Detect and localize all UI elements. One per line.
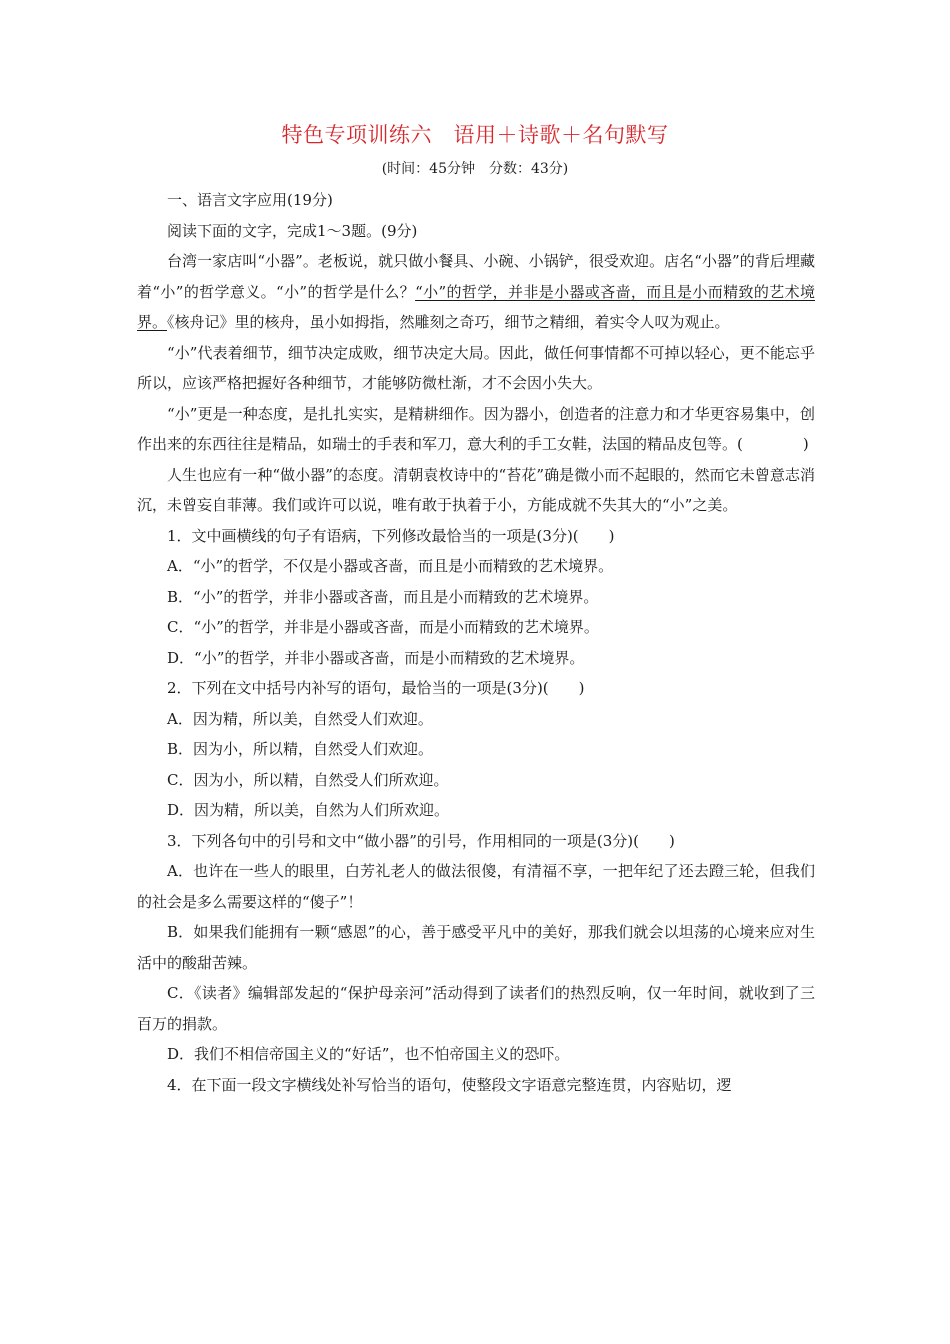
- question-1-option-a: A．“小”的哲学，不仅是小器或吝啬，而且是小而精致的艺术境界。: [167, 557, 614, 575]
- question-1-stem: 1．文中画横线的句子有语病，下列修改最恰当的一项是(3分)( ): [167, 526, 615, 545]
- question-3-stem: 3．下列各句中的引号和文中“做小器”的引号，作用相同的一项是(3分)( ): [167, 831, 675, 850]
- question-1-option-c: C．“小”的哲学，并非是小器或吝啬，而是小而精致的艺术境界。: [167, 618, 599, 636]
- section-heading: 一、语言文字应用(19分): [167, 191, 333, 209]
- time-score-note: (时间：45分钟 分数：43分): [381, 161, 569, 177]
- question-3-option-a: A．也许在一些人的眼里，白芳礼老人的做法很傻，有清福不享，一把年纪了还去蹬三轮，但我们的社会是多么需要这样的“傻子”！: [137, 862, 815, 911]
- question-2-option-c: C．因为小，所以精，自然受人们所欢迎。: [167, 770, 449, 789]
- question-3-option-b: B．如果我们能拥有一颗“感恩”的心，善于感受平凡中的美好，那我们就会以坦荡的心境来应对生活中的酸甜苦辣。: [137, 923, 815, 972]
- question-3-option-c: C．《读者》编辑部发起的“保护母亲河”活动得到了读者们的热烈反响，仅一年时间，就收到了三百万的捐款。: [137, 984, 815, 1033]
- question-2-option-b: B．因为小，所以精，自然受人们欢迎。: [167, 740, 434, 758]
- document-body: [137, 185, 815, 1100]
- question-2-option-d: D．因为精，所以美，自然为人们所欢迎。: [167, 801, 450, 819]
- passage-paragraph-1: [137, 246, 815, 338]
- passage-paragraph-3: “小”更是一种态度，是扎扎实实，是精耕细作。因为器小，创造者的注意力和才华更容易集中，创作出来的东西往往是精品，如瑞士的手表和军刀，意大利的手工女鞋，法国的精品皮包等。( ): [137, 404, 815, 453]
- passage-paragraph-4: 人生也应有一种“做小器”的态度。清朝袁枚诗中的“苔花”确是微小而不起眼的，然而它未曾意志消沉，未曾妄自菲薄。我们或许可以说，唯有敢于执着于小，方能成就不失其大的“小”之美。: [137, 465, 815, 514]
- question-3-option-d: D．我们不相信帝国主义的“好话”，也不怕帝国主义的恐吓。: [167, 1045, 570, 1063]
- passage-text: 台湾一家店叫“小器”。老板说，就只做小餐具、小碗、小锅铲，很受欢迎。店名“小器”的背后埋藏着“小”的哲学意义。“小”的哲学是什么？: [137, 252, 815, 301]
- document-title: 特色专项训练六 语用＋诗歌＋名句默写: [281, 123, 669, 147]
- question-2-stem: 2．下列在文中括号内补写的语句，最恰当的一项是(3分)( ): [167, 679, 585, 697]
- underlined-sentence: “小”的哲学，并非是小器或吝啬，而且是小而精致的艺术境界。: [137, 282, 815, 331]
- question-1-option-b: B．“小”的哲学，并非小器或吝啬，而且是小而精致的艺术境界。: [167, 587, 599, 606]
- question-1-option-d: D．“小”的哲学，并非小器或吝啬，而是小而精致的艺术境界。: [167, 648, 585, 667]
- reading-instruction: 阅读下面的文字，完成1～3题。(9分): [167, 221, 418, 240]
- question-4-stem: 4．在下面一段文字横线处补写恰当的语句，使整段文字语意完整连贯，内容贴切，逻: [167, 1075, 732, 1094]
- question-2-option-a: A．因为精，所以美，自然受人们欢迎。: [167, 709, 433, 728]
- passage-paragraph-2: “小”代表着细节，细节决定成败，细节决定大局。因此，做任何事情都不可掉以轻心，更不能忘乎所以，应该严格把握好各种细节，才能够防微杜渐，才不会因小失大。: [137, 343, 815, 392]
- passage-text: 《核舟记》里的核舟，虽小如拇指，然雕刻之奇巧，细节之精细，着实令人叹为观止。: [167, 313, 730, 331]
